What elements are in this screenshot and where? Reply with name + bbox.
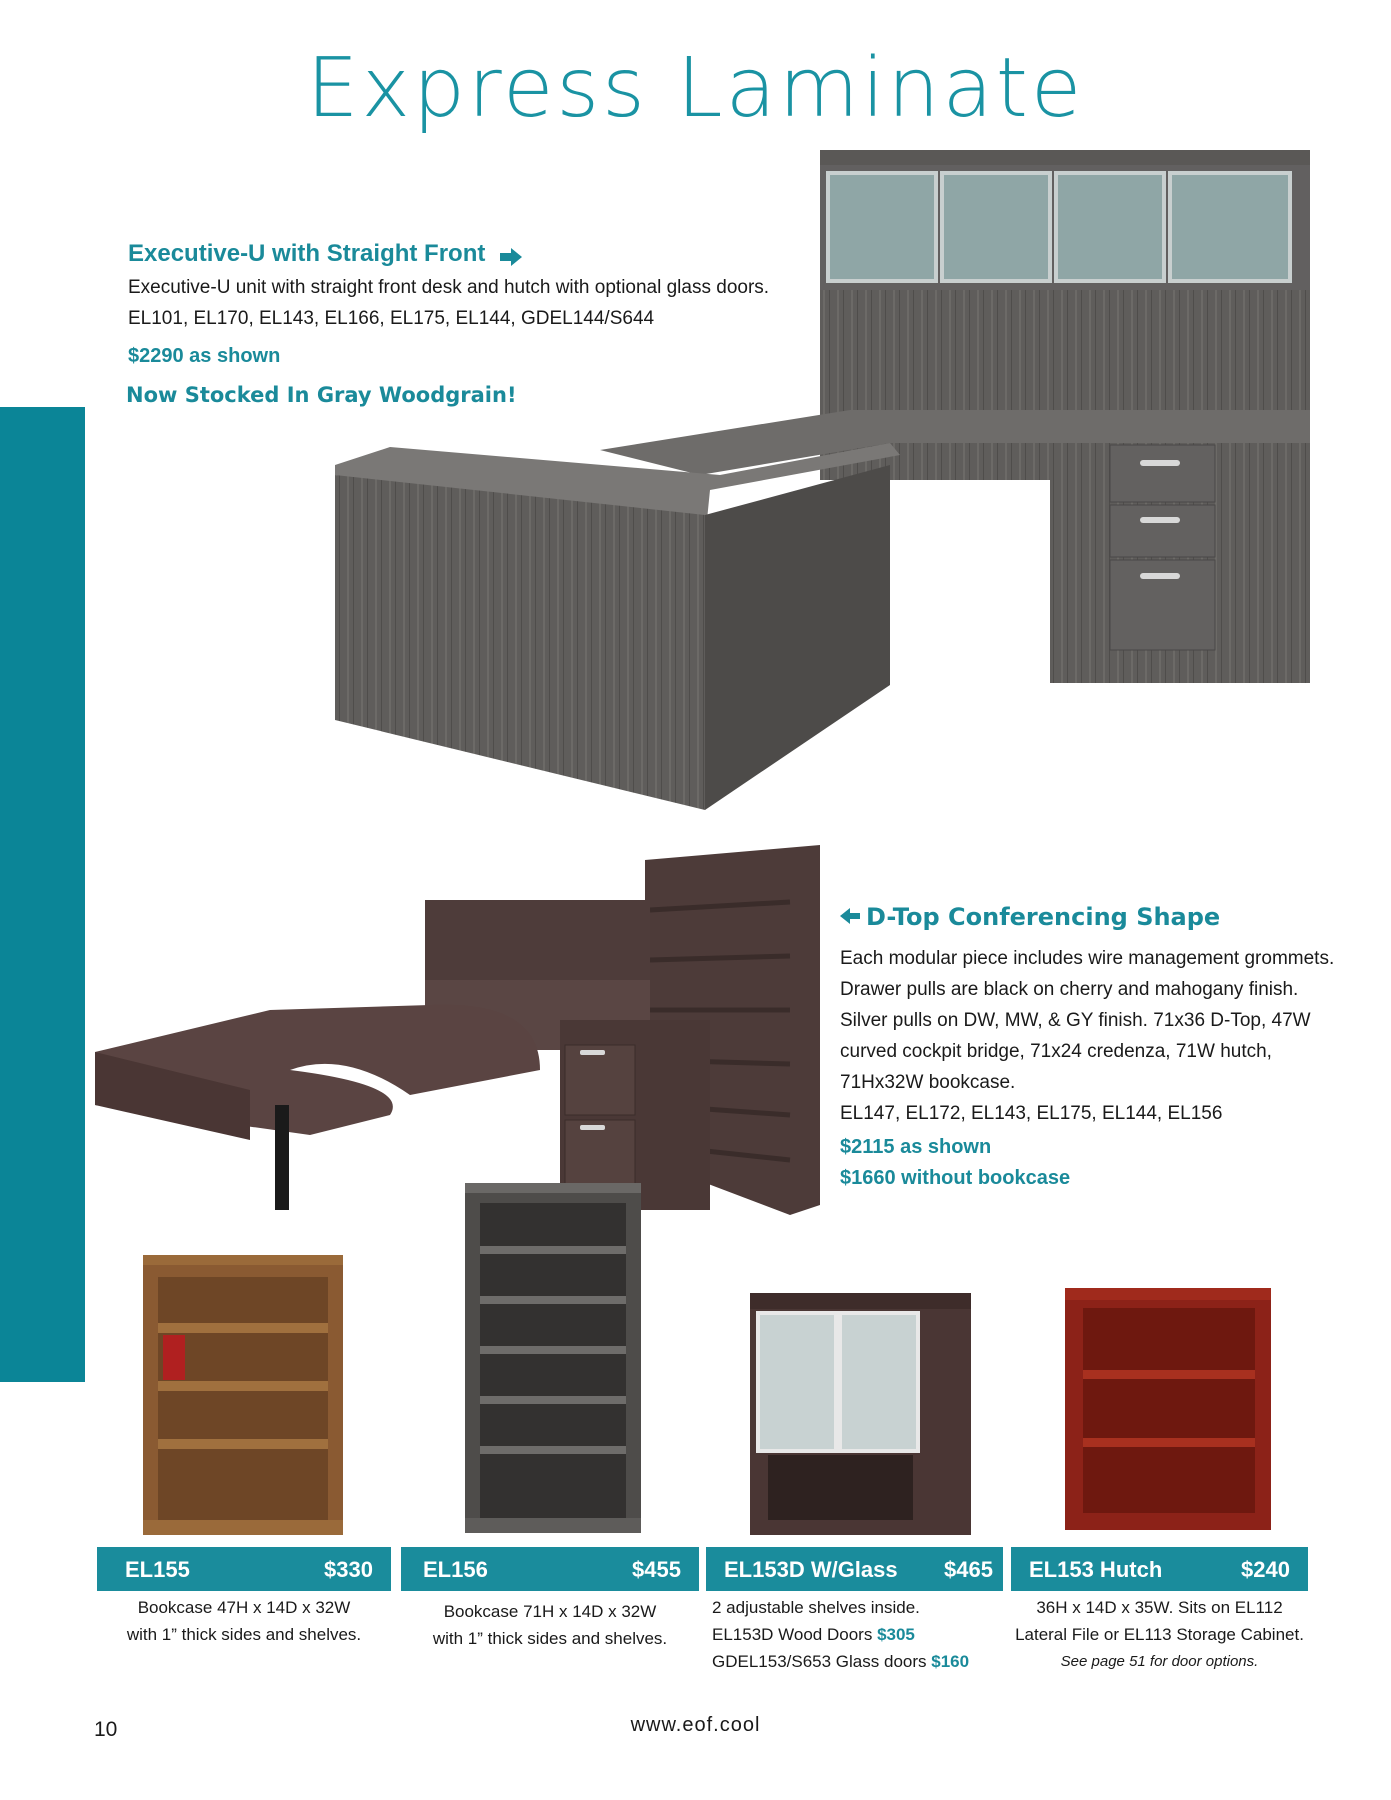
product-desc-line: with 1” thick sides and shelves. — [432, 1629, 668, 1648]
product-name: EL153D W/Glass — [724, 1557, 898, 1582]
d-top-price-without-bookcase: $1660 without bookcase — [840, 1167, 1071, 1189]
page-number: 10 — [94, 1718, 118, 1741]
page-title: Express Laminate — [306, 41, 1085, 136]
el153-hutch-image — [1063, 1288, 1273, 1533]
stock-note: Now Stocked In Gray Woodgrain! — [126, 383, 517, 407]
product-price: $240 — [1241, 1557, 1290, 1582]
glass-doors-label: GDEL153/S653 Glass doors — [712, 1652, 932, 1671]
el153-hutch-description — [1011, 1594, 1308, 1675]
product-name: EL155 — [125, 1557, 190, 1582]
d-top-desk-image — [90, 840, 830, 1230]
wood-doors-line — [712, 1621, 1007, 1648]
left-arrow-icon — [840, 908, 860, 924]
glass-doors-price: $160 — [931, 1652, 970, 1671]
door-options-note: See page 51 for door options. — [1060, 1653, 1259, 1670]
side-accent-bar — [0, 407, 85, 1382]
product-bar-el153-hutch — [1011, 1547, 1308, 1591]
wood-doors-label: EL153D Wood Doors — [712, 1625, 878, 1644]
el156-description — [401, 1598, 699, 1652]
product-price: $455 — [632, 1557, 681, 1582]
d-top-description — [840, 943, 1334, 1129]
d-top-heading — [840, 903, 1220, 931]
product-desc-line: Lateral File or EL113 Storage Cabinet. — [1015, 1625, 1304, 1644]
d-top-price-shown: $2115 as shown — [840, 1136, 992, 1158]
product-desc-line: with 1” thick sides and shelves. — [126, 1625, 362, 1644]
product-price: $330 — [324, 1557, 373, 1582]
product-name: EL153 Hutch — [1029, 1557, 1163, 1582]
product-price: $465 — [944, 1557, 993, 1582]
d-top-title: D-Top Conferencing Shape — [866, 903, 1221, 931]
wood-doors-price: $305 — [877, 1625, 915, 1644]
el156-bookcase-image — [463, 1183, 643, 1538]
executive-u-desk-image — [330, 145, 1320, 825]
el153d-description — [712, 1594, 1007, 1675]
d-top-desc-line: curved cockpit bridge, 71x24 credenza, 71W hutch, — [840, 1041, 1272, 1062]
product-name: EL156 — [423, 1557, 488, 1582]
el153d-glass-hutch-image — [748, 1293, 973, 1535]
product-desc-line: Bookcase 47H x 14D x 32W — [137, 1598, 351, 1617]
executive-u-title: Executive-U with Straight Front — [128, 240, 486, 267]
d-top-desc-line: Each modular piece includes wire management grommets. — [840, 948, 1335, 969]
executive-u-price: $2290 as shown — [128, 345, 281, 367]
executive-u-desc-line: Executive-U unit with straight front desk and hutch with optional glass doors. — [128, 277, 770, 298]
product-desc-line: Bookcase 71H x 14D x 32W — [443, 1602, 657, 1621]
product-bar-el155 — [97, 1547, 391, 1591]
executive-u-model-list: EL101, EL170, EL143, EL166, EL175, EL144, GDEL144/S644 — [128, 308, 655, 329]
product-desc-line: 36H x 14D x 35W. Sits on EL112 — [1036, 1598, 1283, 1617]
product-bar-el156 — [401, 1547, 699, 1591]
glass-doors-line — [712, 1648, 1007, 1675]
website-url[interactable]: www.eof.cool — [630, 1714, 761, 1736]
d-top-desc-line: Silver pulls on DW, MW, & GY finish. 71x36 D-Top, 47W — [840, 1010, 1311, 1031]
el155-description — [97, 1594, 391, 1648]
d-top-model-list: EL147, EL172, EL143, EL175, EL144, EL156 — [840, 1103, 1223, 1124]
product-desc-line: 2 adjustable shelves inside. — [712, 1598, 920, 1617]
d-top-desc-line: Drawer pulls are black on cherry and mahogany finish. — [840, 979, 1299, 1000]
product-bar-el153d — [706, 1547, 1003, 1591]
d-top-desc-line: 71Hx32W bookcase. — [840, 1072, 1016, 1093]
el155-bookcase-image — [138, 1255, 348, 1540]
